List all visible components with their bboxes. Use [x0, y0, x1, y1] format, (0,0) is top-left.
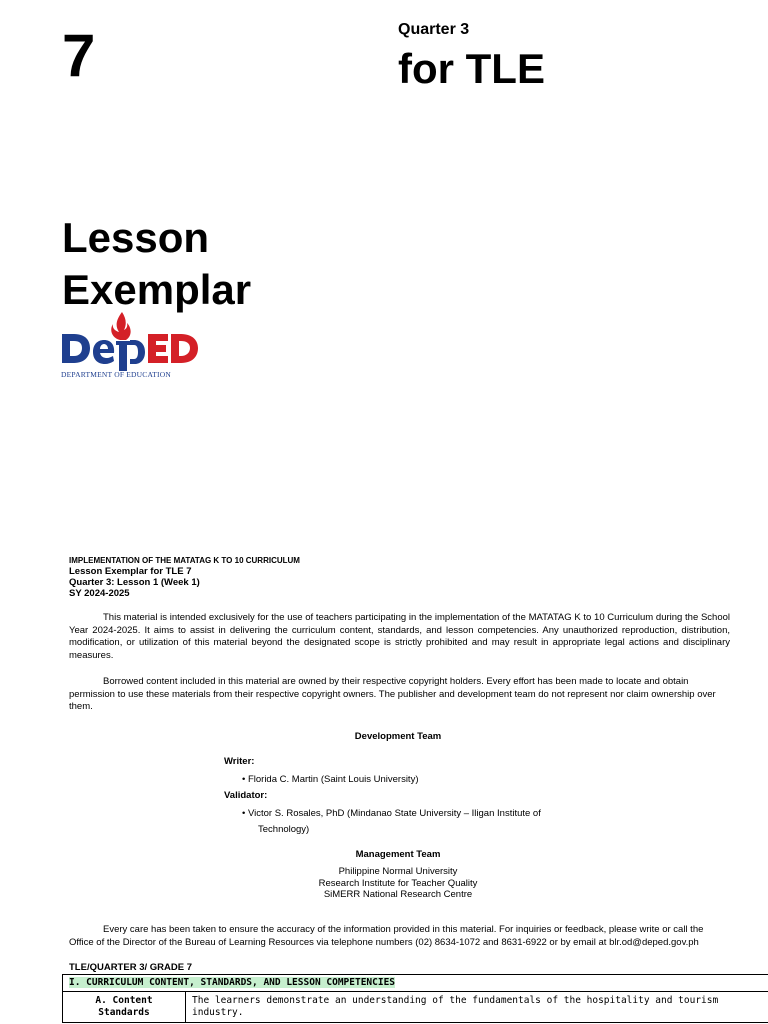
validator-line-1: • Victor S. Rosales, PhD (Mindanao State University – Iligan Institute of — [242, 808, 541, 819]
quarter-label: Quarter 3 — [398, 21, 470, 38]
section-header-row — [63, 975, 768, 992]
grade-number: 7 — [62, 22, 96, 89]
contact-notice — [69, 924, 730, 949]
development-team-heading: Development Team — [354, 731, 442, 742]
document-meta — [69, 555, 300, 599]
document-title — [62, 212, 251, 316]
contact-notice-text: Every care has been taken to ensure the accuracy of the information provided in this material. For inquiries or feedback, please write or call the Office of the Director of the Bureau of Learning Resources via telephone numbers (02) 8634-1072 and 8631-6922 or by email at blr.od@deped.gov.ph — [69, 924, 704, 948]
usage-notice-text: This material is intended exclusively for the use of teachers participating in the implementation of the MATATAG K to 10 Curriculum during the School Year 2024-2025. It aims to assist in delivering the curriculum content, standards, and lesson competencies. Any unauthorized reproduction, distribution, modification, or utilization of this material beyond the designated scope is strictly prohibited and may result in appropriate legal actions and disciplinary measures. — [69, 612, 730, 662]
meta-quarter: Quarter 3: Lesson 1 (Week 1) — [69, 577, 200, 588]
table-row — [63, 992, 768, 1023]
management-member: Research Institute for Teacher Quality — [318, 877, 478, 889]
management-team-heading: Management Team — [355, 849, 441, 860]
curriculum-table — [62, 974, 768, 1023]
row-value: The learners demonstrate an understanding of the fundamentals of the hospitality and tourism industry. — [186, 992, 768, 1023]
title-line-1: Lesson — [62, 214, 210, 261]
writer-name: • Florida C. Martin (Saint Louis University) — [242, 774, 419, 785]
copyright-notice-text: Borrowed content included in this material are owned by their respective copyright holders. Every effort has been made to locate and obtain permission to use these materials from their respective copyright owners. The publisher and development team do not represent nor claim ownership over them. — [69, 676, 716, 713]
management-member: SiMERR National Research Centre — [323, 889, 473, 900]
subject-title: for TLE — [398, 45, 545, 92]
validator-name — [242, 806, 572, 838]
meta-curriculum: IMPLEMENTATION OF THE MATATAG K TO 10 CURRICULUM — [69, 556, 300, 565]
logo-subtext: DEPARTMENT OF EDUCATION — [61, 370, 171, 379]
copyright-notice — [69, 676, 730, 714]
title-line-2: Exemplar — [62, 266, 252, 313]
meta-lesson: Lesson Exemplar for TLE 7 — [69, 566, 192, 577]
meta-school-year: SY 2024-2025 — [69, 588, 130, 599]
validator-line-2: Technology) — [258, 824, 310, 835]
grade-line: TLE/QUARTER 3/ GRADE 7 — [69, 962, 192, 973]
usage-notice — [69, 612, 730, 663]
management-member: Philippine Normal University — [338, 866, 458, 877]
validator-label: Validator: — [224, 790, 268, 801]
row-label: A. Content Standards — [63, 992, 186, 1023]
section-header-cell — [63, 975, 768, 992]
writer-label: Writer: — [224, 756, 255, 767]
section-title: I. CURRICULUM CONTENT, STANDARDS, AND LESSON COMPETENCIES — [69, 977, 396, 988]
management-team-list — [0, 866, 768, 901]
